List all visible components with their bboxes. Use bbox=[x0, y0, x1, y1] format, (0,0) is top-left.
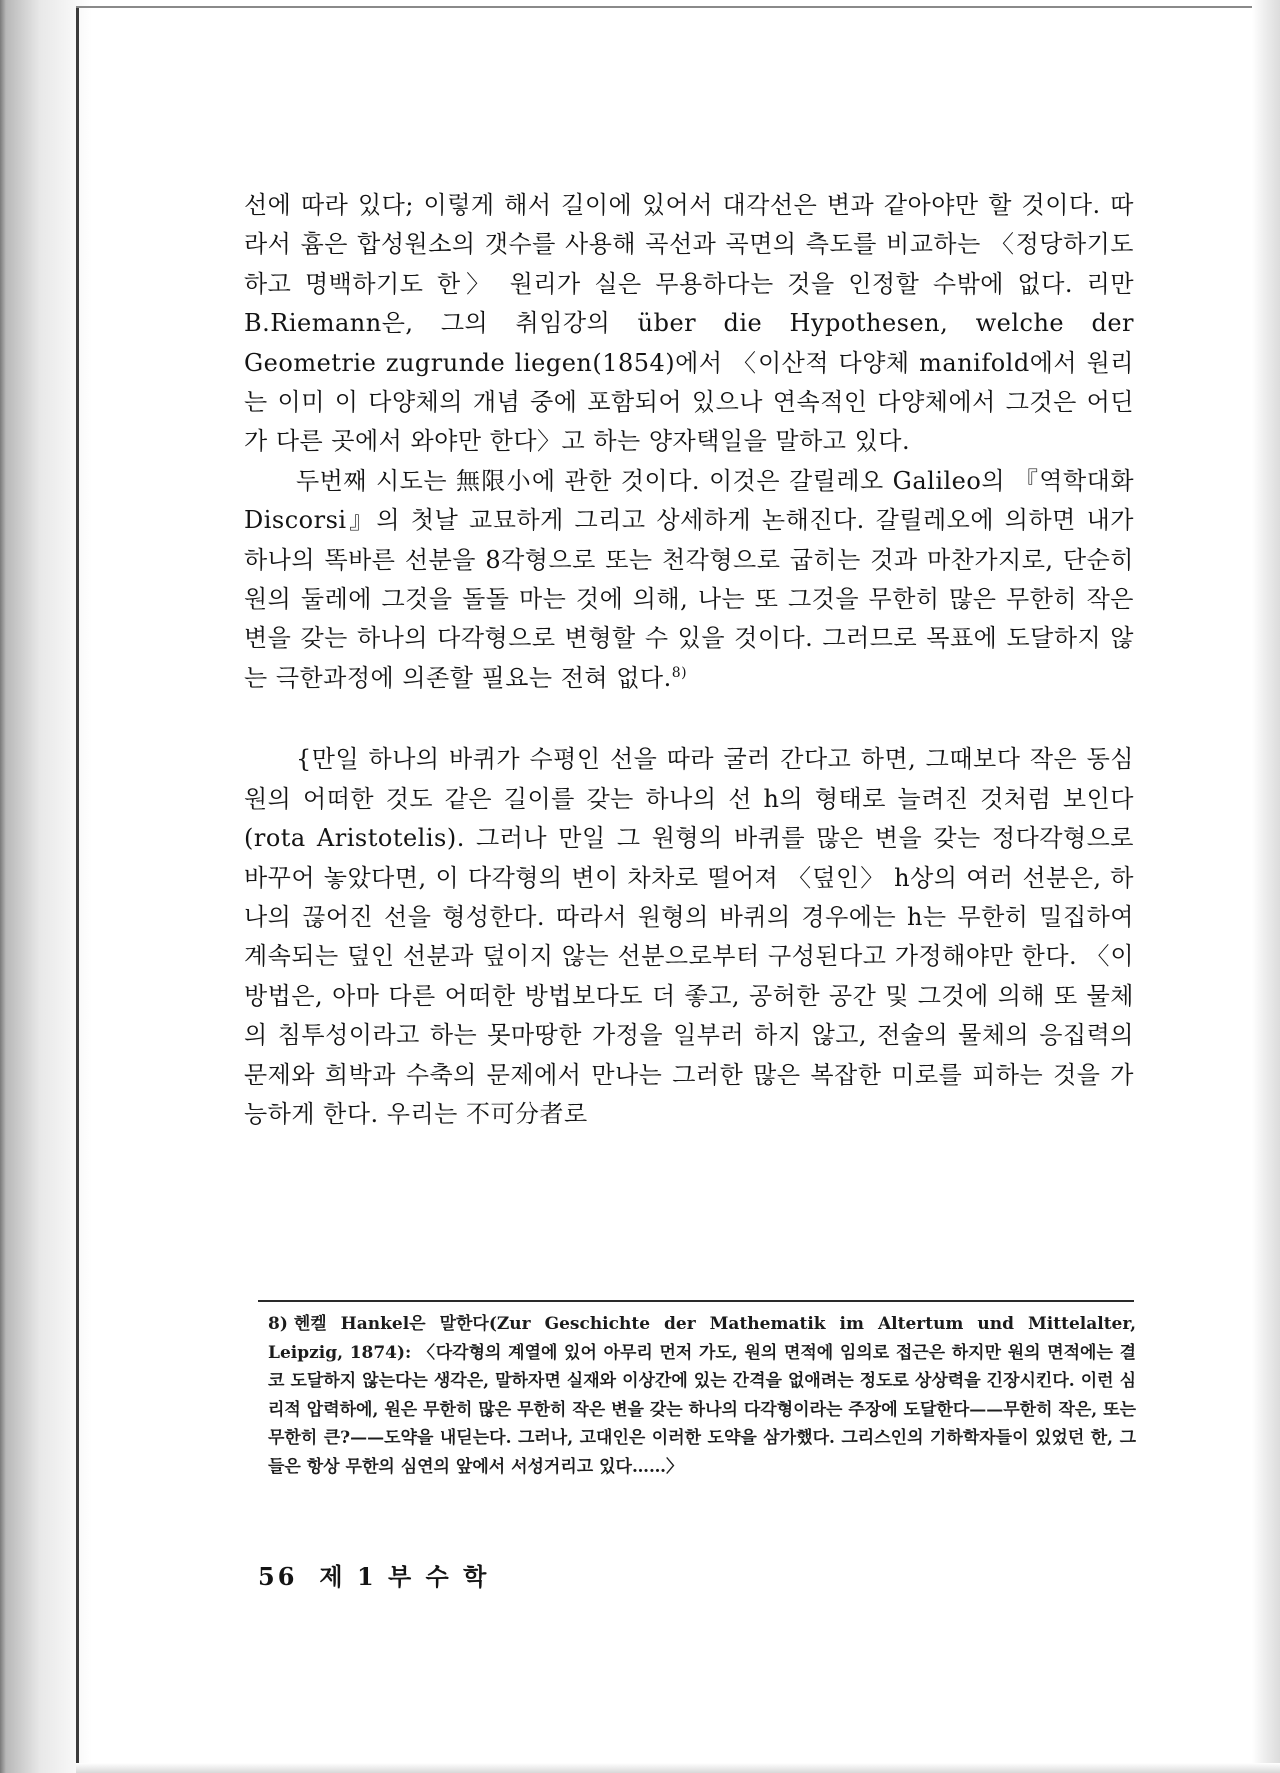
footnote bbox=[268, 1310, 1136, 1482]
footnote-number: 8) bbox=[268, 1314, 288, 1334]
footnote-reference[interactable]: 8) bbox=[671, 664, 688, 681]
footnote-divider bbox=[258, 1300, 1134, 1302]
body-text bbox=[244, 186, 1134, 1134]
footnote-text: 헨켈 Hankel은 말한다(Zur Geschichte der Mathematik im Altertum und Mittelalter, Leipzig, 1874): 〈다각형의 계열에 있어 아무리 먼저 가도, 원의 면적에 임의로 접근은 하지만 원의 면적에는 결코 도달하지 않는다는 생각은, 말하자면 실재와 이상간에 있는 간격을 없애려는 정도로 상상력을 긴장시킨다. 이런 심리적 압력하에, 원은 무한히 많은 무한히 작은 변을 갖는 하나의 다각형이라는 주장에 도달한다——무한히 작은, 또는 무한히 큰?——도약을 내딛는다. 그러나, 고대인은 이러한 도약을 삼가했다. 그리스인의 기하학자들이 있었던 한, 그들은 항상 무한의 심연의 앞에서 서성거리고 있다……〉 bbox=[268, 1314, 1136, 1477]
page-footer bbox=[258, 1557, 489, 1592]
page-top-edge bbox=[76, 6, 1268, 8]
paragraph-rota-aristotelis: {만일 하나의 바퀴가 수평인 선을 따라 굴러 간다고 하면, 그때보다 작은 동심원의 어떠한 것도 같은 길이를 갖는 하나의 선 h의 형태로 늘려진 것처럼 보인다(rota Aristotelis). 그러나 만일 그 원형의 바퀴를 많은 변을 갖는 정다각형으로 바꾸어 놓았다면, 이 다각형의 변이 차차로 떨어져 〈덮인〉 h상의 여러 선분은, 하나의 끊어진 선을 형성한다. 따라서 원형의 바퀴의 경우에는 h는 무한히 밀집하여 계속되는 덮인 선분과 덮이지 않는 선분으로부터 구성된다고 가정해야만 한다. 〈이 방법은, 아마 다른 어떠한 방법보다도 더 좋고, 공허한 공간 및 그것에 의해 또 물체의 침투성이라고 하는 못마땅한 가정을 일부러 하지 않고, 전술의 물체의 응집력의 문제와 희박과 수축의 문제에서 만나는 그러한 많은 복잡한 미로를 피하는 것을 가능하게 한다. 우리는 不可分者로 bbox=[244, 745, 1134, 1128]
page-bottom-shade bbox=[76, 1763, 1280, 1773]
paragraph-galileo bbox=[244, 462, 1134, 698]
paragraph-riemann: 선에 따라 있다; 이렇게 해서 길이에 있어서 대각선은 변과 같아야만 할 것이다. 따라서 흄은 합성원소의 갯수를 사용해 곡선과 곡면의 측도를 비교하는 〈정당하기도 하고 명백하기도 한〉 원리가 실은 무용하다는 것을 인정할 수밖에 없다. 리만 B.Riemann은, 그의 취임강의 über die Hypothesen, welche der Geometrie zugrunde liegen(1854)에서 〈이산적 다양체 manifold에서 원리는 이미 이 다양체의 개념 중에 포함되어 있으나 연속적인 다양체에서 그것은 어딘가 다른 곳에서 와야만 한다〉고 하는 양자택일을 말하고 있다. bbox=[244, 191, 1134, 456]
running-footer-section: 제 1 부 수 학 bbox=[319, 1562, 490, 1591]
page-left-edge bbox=[76, 6, 79, 1766]
paragraph-gap bbox=[244, 698, 1134, 740]
paragraph-galileo-text: 두번째 시도는 無限小에 관한 것이다. 이것은 갈릴레오 Galileo의 『역학대화 Discorsi』의 첫날 교묘하게 그리고 상세하게 논해진다. 갈릴레오에 의하면 내가 하나의 똑바른 선분을 8각형으로 또는 천각형으로 굽히는 것과 마찬가지로, 단순히 원의 둘레에 그것을 돌돌 마는 것에 의해, 나는 또 그것을 무한히 많은 무한히 작은 변을 갖는 하나의 다각형으로 변형할 수 있을 것이다. 그러므로 목표에 도달하지 않는 극한과정에 의존할 필요는 전혀 없다. bbox=[244, 466, 1134, 692]
page-right-shade bbox=[1252, 0, 1280, 1773]
page-number: 56 bbox=[258, 1562, 298, 1591]
